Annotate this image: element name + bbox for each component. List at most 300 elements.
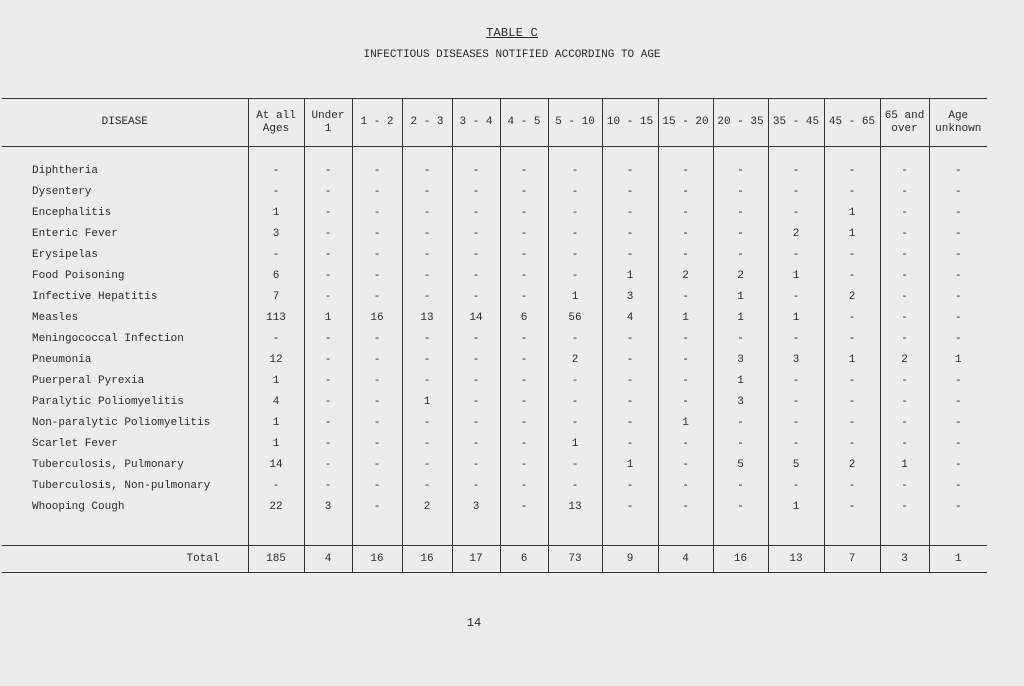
count-cell: -	[452, 203, 500, 224]
count-cell: -	[658, 329, 713, 350]
table-footer	[2, 546, 987, 573]
table-row	[2, 329, 987, 350]
table-row	[2, 497, 987, 518]
count-cell: -	[824, 434, 880, 455]
count-cell: -	[929, 392, 987, 413]
count-cell: -	[402, 455, 452, 476]
count-cell: 1	[824, 203, 880, 224]
count-cell: -	[824, 308, 880, 329]
count-cell: -	[352, 203, 402, 224]
count-cell: -	[824, 413, 880, 434]
count-cell: -	[500, 476, 548, 497]
spacer-cell	[248, 518, 304, 546]
count-cell: -	[768, 182, 824, 203]
count-cell: -	[602, 203, 658, 224]
page-number-text: 14	[466, 616, 482, 630]
disease-name: Measles	[32, 312, 79, 324]
count-cell: 5	[768, 455, 824, 476]
count-cell: -	[352, 455, 402, 476]
count-cell: -	[452, 224, 500, 245]
total-cell: 4	[658, 546, 713, 573]
count-cell: -	[768, 392, 824, 413]
count-cell: -	[304, 245, 352, 266]
count-cell: -	[548, 224, 602, 245]
disease-table	[2, 98, 987, 573]
count-cell: 1	[658, 413, 713, 434]
count-cell: -	[304, 329, 352, 350]
count-cell: -	[929, 455, 987, 476]
total-cell: 3	[880, 546, 929, 573]
header-age-unknown: Age unknown	[929, 99, 987, 147]
count-cell: -	[658, 287, 713, 308]
count-cell: -	[500, 182, 548, 203]
count-cell: -	[713, 329, 768, 350]
count-cell: 1	[713, 287, 768, 308]
page-number	[0, 616, 948, 630]
spacer-cell	[929, 147, 987, 161]
count-cell: -	[352, 182, 402, 203]
count-cell: -	[452, 266, 500, 287]
table-row	[2, 182, 987, 203]
disease-name: Scarlet Fever	[32, 438, 118, 450]
count-cell: -	[880, 161, 929, 182]
header-row	[2, 99, 987, 147]
count-cell: -	[500, 266, 548, 287]
spacer-cell	[824, 518, 880, 546]
total-label: Total	[2, 546, 248, 573]
count-cell: -	[880, 182, 929, 203]
spacer-cell	[352, 147, 402, 161]
count-cell: 1	[548, 287, 602, 308]
count-cell: -	[452, 455, 500, 476]
count-cell: -	[452, 371, 500, 392]
count-cell: -	[402, 224, 452, 245]
count-cell: -	[352, 287, 402, 308]
disease-name: Encephalitis	[32, 207, 112, 219]
header-65-over: 65 and over	[880, 99, 929, 147]
disease-name: Whooping Cough	[32, 501, 125, 513]
count-cell: -	[929, 329, 987, 350]
count-cell: -	[452, 161, 500, 182]
table-row	[2, 434, 987, 455]
disease-name: Tuberculosis, Pulmonary	[32, 459, 184, 471]
spacer-cell	[402, 147, 452, 161]
count-cell: -	[658, 161, 713, 182]
count-cell: -	[880, 413, 929, 434]
count-cell: -	[304, 287, 352, 308]
table-body	[2, 147, 987, 546]
count-cell: -	[352, 476, 402, 497]
spacer-cell	[658, 147, 713, 161]
spacer-cell	[304, 147, 352, 161]
count-cell: -	[929, 203, 987, 224]
count-cell: -	[248, 476, 304, 497]
count-cell: -	[658, 455, 713, 476]
header-age-45-65: 45 - 65	[824, 99, 880, 147]
disease-name: Erysipelas	[32, 249, 99, 261]
count-cell: 1	[929, 350, 987, 371]
total-cell: 1	[929, 546, 987, 573]
count-cell: -	[824, 476, 880, 497]
count-cell: 2	[768, 224, 824, 245]
count-cell: 1	[658, 308, 713, 329]
count-cell: 1	[248, 434, 304, 455]
count-cell: -	[824, 329, 880, 350]
count-cell: -	[658, 203, 713, 224]
count-cell: -	[880, 266, 929, 287]
count-cell: -	[602, 476, 658, 497]
total-cell: 16	[713, 546, 768, 573]
count-cell: 113	[248, 308, 304, 329]
count-cell: -	[929, 224, 987, 245]
count-cell: -	[880, 203, 929, 224]
count-cell: -	[500, 413, 548, 434]
count-cell: -	[880, 329, 929, 350]
table-row	[2, 413, 987, 434]
count-cell: -	[658, 350, 713, 371]
count-cell: 3	[602, 287, 658, 308]
count-cell: 2	[880, 350, 929, 371]
count-cell: -	[248, 182, 304, 203]
header-age-10-15: 10 - 15	[602, 99, 658, 147]
spacer-cell	[452, 518, 500, 546]
count-cell: 1	[824, 350, 880, 371]
disease-name: Paralytic Poliomyelitis	[32, 396, 184, 408]
spacer-cell	[602, 147, 658, 161]
count-cell: -	[500, 455, 548, 476]
count-cell: -	[880, 371, 929, 392]
count-cell: -	[713, 161, 768, 182]
count-cell: -	[548, 371, 602, 392]
count-cell: -	[352, 413, 402, 434]
count-cell: -	[929, 182, 987, 203]
count-cell: -	[880, 287, 929, 308]
count-cell: -	[929, 245, 987, 266]
count-cell: -	[304, 182, 352, 203]
count-cell: -	[548, 413, 602, 434]
count-cell: -	[602, 434, 658, 455]
header-age-3-4: 3 - 4	[452, 99, 500, 147]
count-cell: -	[452, 329, 500, 350]
count-cell: -	[548, 329, 602, 350]
count-cell: -	[500, 350, 548, 371]
count-cell: -	[304, 392, 352, 413]
disease-name: Infective Hepatitis	[32, 291, 158, 303]
spacer-cell	[602, 518, 658, 546]
count-cell: 3	[452, 497, 500, 518]
count-cell: 22	[248, 497, 304, 518]
count-cell: -	[304, 266, 352, 287]
count-cell: -	[658, 497, 713, 518]
count-cell: 1	[548, 434, 602, 455]
count-cell: -	[929, 371, 987, 392]
count-cell: 13	[548, 497, 602, 518]
table-row	[2, 245, 987, 266]
table-row	[2, 224, 987, 245]
count-cell: -	[352, 392, 402, 413]
count-cell: -	[548, 476, 602, 497]
table-row	[2, 287, 987, 308]
count-cell: -	[880, 392, 929, 413]
disease-name: Tuberculosis, Non-pulmonary	[32, 480, 211, 492]
table-row	[2, 308, 987, 329]
header-age-2-3: 2 - 3	[402, 99, 452, 147]
count-cell: -	[352, 224, 402, 245]
total-cell: 6	[500, 546, 548, 573]
spacer-cell	[548, 518, 602, 546]
disease-name: Enteric Fever	[32, 228, 118, 240]
count-cell: -	[248, 161, 304, 182]
count-cell: -	[824, 182, 880, 203]
count-cell: 1	[248, 413, 304, 434]
count-cell: -	[548, 455, 602, 476]
table-row	[2, 350, 987, 371]
count-cell: 1	[602, 455, 658, 476]
count-cell: -	[602, 224, 658, 245]
count-cell: -	[304, 350, 352, 371]
count-cell: -	[500, 497, 548, 518]
header-age-20-35: 20 - 35	[713, 99, 768, 147]
count-cell: -	[824, 245, 880, 266]
count-cell: -	[548, 245, 602, 266]
disease-name: Pneumonia	[32, 354, 92, 366]
count-cell: 1	[713, 371, 768, 392]
count-cell: -	[402, 434, 452, 455]
count-cell: -	[602, 392, 658, 413]
count-cell: -	[713, 182, 768, 203]
spacer-cell	[500, 518, 548, 546]
header-age-5-10: 5 - 10	[548, 99, 602, 147]
count-cell: 16	[352, 308, 402, 329]
count-cell: -	[929, 413, 987, 434]
count-cell: -	[824, 392, 880, 413]
count-cell: -	[602, 350, 658, 371]
count-cell: -	[929, 266, 987, 287]
spacer-cell	[500, 147, 548, 161]
count-cell: -	[402, 476, 452, 497]
count-cell: -	[768, 329, 824, 350]
spacer-row-top	[2, 147, 987, 161]
count-cell: -	[548, 203, 602, 224]
count-cell: 4	[248, 392, 304, 413]
count-cell: -	[500, 203, 548, 224]
count-cell: -	[452, 413, 500, 434]
count-cell: -	[658, 224, 713, 245]
count-cell: -	[352, 329, 402, 350]
count-cell: -	[304, 371, 352, 392]
table-subtitle	[0, 49, 924, 61]
count-cell: -	[824, 161, 880, 182]
count-cell: -	[768, 287, 824, 308]
spacer-cell	[402, 518, 452, 546]
count-cell: 1	[248, 203, 304, 224]
count-cell: -	[304, 203, 352, 224]
count-cell: 1	[248, 371, 304, 392]
disease-name: Dysentery	[32, 186, 92, 198]
count-cell: -	[768, 371, 824, 392]
count-cell: -	[929, 434, 987, 455]
count-cell: 1	[602, 266, 658, 287]
count-cell: 2	[548, 350, 602, 371]
count-cell: -	[452, 476, 500, 497]
spacer-cell	[713, 518, 768, 546]
count-cell: -	[352, 161, 402, 182]
disease-name: Puerperal Pyrexia	[32, 375, 145, 387]
header-age-1-2: 1 - 2	[352, 99, 402, 147]
count-cell: 3	[304, 497, 352, 518]
spacer-cell	[768, 147, 824, 161]
table-row	[2, 161, 987, 182]
count-cell: -	[304, 224, 352, 245]
count-cell: 2	[824, 455, 880, 476]
count-cell: -	[768, 245, 824, 266]
count-cell: 12	[248, 350, 304, 371]
count-cell: 1	[713, 308, 768, 329]
count-cell: -	[248, 245, 304, 266]
count-cell: -	[658, 182, 713, 203]
count-cell: 6	[500, 308, 548, 329]
count-cell: -	[602, 413, 658, 434]
count-cell: -	[304, 455, 352, 476]
count-cell: 56	[548, 308, 602, 329]
header-under-1: Under 1	[304, 99, 352, 147]
count-cell: 2	[658, 266, 713, 287]
count-cell: -	[352, 434, 402, 455]
total-row	[2, 546, 987, 573]
count-cell: -	[402, 413, 452, 434]
count-cell: -	[768, 434, 824, 455]
count-cell: -	[452, 245, 500, 266]
count-cell: -	[929, 476, 987, 497]
count-cell: -	[402, 329, 452, 350]
count-cell: -	[548, 182, 602, 203]
count-cell: 1	[402, 392, 452, 413]
count-cell: 6	[248, 266, 304, 287]
count-cell: -	[602, 161, 658, 182]
count-cell: -	[929, 497, 987, 518]
count-cell: -	[402, 287, 452, 308]
count-cell: 3	[248, 224, 304, 245]
total-cell: 16	[402, 546, 452, 573]
spacer-cell	[352, 518, 402, 546]
count-cell: -	[713, 413, 768, 434]
spacer-cell	[248, 147, 304, 161]
count-cell: 14	[248, 455, 304, 476]
count-cell: -	[602, 371, 658, 392]
header-disease: DISEASE	[2, 99, 248, 147]
count-cell: 1	[824, 224, 880, 245]
count-cell: -	[768, 203, 824, 224]
count-cell: -	[402, 161, 452, 182]
header-age-35-45: 35 - 45	[768, 99, 824, 147]
table-row	[2, 476, 987, 497]
disease-name: Diphtheria	[32, 165, 99, 177]
count-cell: -	[402, 266, 452, 287]
count-cell: -	[402, 245, 452, 266]
count-cell: -	[548, 392, 602, 413]
count-cell: 1	[880, 455, 929, 476]
count-cell: 14	[452, 308, 500, 329]
count-cell: -	[824, 266, 880, 287]
count-cell: -	[602, 497, 658, 518]
count-cell: 2	[402, 497, 452, 518]
count-cell: -	[713, 497, 768, 518]
spacer-cell	[713, 147, 768, 161]
table-row	[2, 392, 987, 413]
count-cell: -	[880, 308, 929, 329]
count-cell: -	[658, 245, 713, 266]
count-cell: -	[304, 413, 352, 434]
count-cell: -	[824, 371, 880, 392]
spacer-cell	[824, 147, 880, 161]
disease-name: Food Poisoning	[32, 270, 125, 282]
count-cell: -	[880, 434, 929, 455]
count-cell: -	[768, 161, 824, 182]
count-cell: -	[602, 245, 658, 266]
count-cell: 2	[824, 287, 880, 308]
total-cell: 16	[352, 546, 402, 573]
count-cell: -	[402, 350, 452, 371]
table-header	[2, 99, 987, 147]
count-cell: -	[452, 350, 500, 371]
count-cell: -	[500, 224, 548, 245]
count-cell: -	[500, 161, 548, 182]
header-all-ages: At all Ages	[248, 99, 304, 147]
header-age-4-5: 4 - 5	[500, 99, 548, 147]
count-cell: -	[602, 182, 658, 203]
count-cell: -	[452, 182, 500, 203]
count-cell: 3	[768, 350, 824, 371]
table-subtitle-text: INFECTIOUS DISEASES NOTIFIED ACCORDING TO AGE	[363, 49, 661, 61]
total-cell: 73	[548, 546, 602, 573]
count-cell: -	[548, 161, 602, 182]
total-cell: 13	[768, 546, 824, 573]
count-cell: -	[880, 497, 929, 518]
table-title: TABLE C	[486, 26, 538, 40]
count-cell: 3	[713, 350, 768, 371]
count-cell: -	[304, 476, 352, 497]
spacer-cell	[2, 518, 248, 546]
count-cell: -	[713, 224, 768, 245]
count-cell: -	[500, 329, 548, 350]
count-cell: 1	[768, 308, 824, 329]
spacer-cell	[548, 147, 602, 161]
table-row	[2, 371, 987, 392]
table-row	[2, 203, 987, 224]
total-cell: 185	[248, 546, 304, 573]
count-cell: -	[929, 287, 987, 308]
count-cell: -	[713, 476, 768, 497]
spacer-cell	[880, 147, 929, 161]
count-cell: -	[402, 203, 452, 224]
count-cell: 4	[602, 308, 658, 329]
count-cell: -	[304, 434, 352, 455]
count-cell: -	[402, 182, 452, 203]
spacer-row-bottom	[2, 518, 987, 546]
count-cell: -	[768, 413, 824, 434]
header-age-15-20: 15 - 20	[658, 99, 713, 147]
count-cell: -	[500, 392, 548, 413]
count-cell: -	[352, 245, 402, 266]
count-cell: -	[500, 245, 548, 266]
count-cell: -	[658, 371, 713, 392]
count-cell: 1	[768, 497, 824, 518]
count-cell: -	[352, 497, 402, 518]
spacer-cell	[452, 147, 500, 161]
count-cell: -	[500, 371, 548, 392]
count-cell: -	[658, 434, 713, 455]
count-cell: 2	[713, 266, 768, 287]
